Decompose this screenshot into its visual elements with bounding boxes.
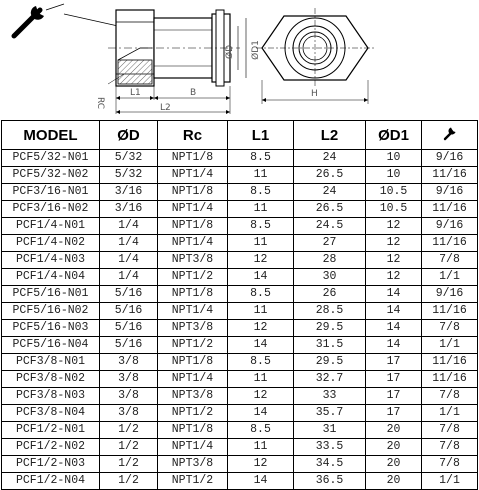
cell-d1: 20 [366, 439, 422, 456]
cell-d1: 10.5 [366, 184, 422, 201]
cell-l1: 12 [228, 388, 294, 405]
cell-wrench-size: 7/8 [422, 388, 478, 405]
cell-l2: 35.7 [294, 405, 366, 422]
cell-wrench-size: 7/8 [422, 320, 478, 337]
cell-rc: NPT3/8 [158, 456, 228, 473]
cell-model: PCF3/16-N02 [2, 201, 100, 218]
cell-wrench-size: 7/8 [422, 439, 478, 456]
cell-rc: NPT1/4 [158, 371, 228, 388]
cell-l2: 28 [294, 252, 366, 269]
cell-model: PCF1/2-N01 [2, 422, 100, 439]
cell-l1: 8.5 [228, 422, 294, 439]
cell-model: PCF3/8-N01 [2, 354, 100, 371]
table-row [2, 405, 478, 422]
table-row [2, 269, 478, 286]
cell-d: 5/16 [100, 286, 158, 303]
cell-d1: 17 [366, 388, 422, 405]
cell-d1: 12 [366, 235, 422, 252]
header-row [2, 121, 478, 150]
table-row [2, 354, 478, 371]
cell-l1: 8.5 [228, 354, 294, 371]
cell-rc: NPT1/4 [158, 303, 228, 320]
col-header-rc: Rc [158, 121, 228, 150]
cell-d1: 17 [366, 354, 422, 371]
wrench-icon [442, 125, 458, 141]
cell-wrench-size: 11/16 [422, 371, 478, 388]
cell-wrench-size: 1/1 [422, 473, 478, 490]
cell-rc: NPT1/2 [158, 405, 228, 422]
cell-l1: 8.5 [228, 218, 294, 235]
cell-model: PCF1/2-N04 [2, 473, 100, 490]
cell-l1: 8.5 [228, 150, 294, 167]
cell-d: 1/2 [100, 473, 158, 490]
cell-l1: 12 [228, 252, 294, 269]
cell-d1: 14 [366, 286, 422, 303]
cell-model: PCF5/32-N02 [2, 167, 100, 184]
cell-wrench-size: 11/16 [422, 167, 478, 184]
cell-wrench-size: 7/8 [422, 456, 478, 473]
cell-l2: 27 [294, 235, 366, 252]
cell-l2: 33.5 [294, 439, 366, 456]
cell-l2: 31.5 [294, 337, 366, 354]
cell-wrench-size: 1/1 [422, 337, 478, 354]
cell-l1: 11 [228, 371, 294, 388]
cell-l2: 31 [294, 422, 366, 439]
cell-rc: NPT1/4 [158, 167, 228, 184]
col-header-l2: L2 [294, 121, 366, 150]
cell-d: 5/16 [100, 320, 158, 337]
cell-l2: 36.5 [294, 473, 366, 490]
fitting-side-view [64, 10, 246, 86]
cell-d: 3/8 [100, 354, 158, 371]
cell-rc: NPT1/8 [158, 286, 228, 303]
cell-d1: 14 [366, 303, 422, 320]
cell-l1: 14 [228, 269, 294, 286]
cell-rc: NPT1/2 [158, 473, 228, 490]
col-header-l1: L1 [228, 121, 294, 150]
table-row [2, 235, 478, 252]
table-row [2, 337, 478, 354]
cell-wrench-size: 9/16 [422, 218, 478, 235]
cell-d: 3/8 [100, 405, 158, 422]
cell-rc: NPT1/4 [158, 235, 228, 252]
cell-l2: 29.5 [294, 320, 366, 337]
cell-model: PCF1/4-N03 [2, 252, 100, 269]
table-row [2, 252, 478, 269]
cell-model: PCF5/16-N01 [2, 286, 100, 303]
cell-d: 1/4 [100, 252, 158, 269]
cell-l2: 32.7 [294, 371, 366, 388]
table-row [2, 422, 478, 439]
table-row [2, 320, 478, 337]
cell-d1: 14 [366, 337, 422, 354]
table-row [2, 218, 478, 235]
col-header-d: ØD [100, 121, 158, 150]
wrench-icon [14, 4, 64, 36]
table-row [2, 303, 478, 320]
cell-l1: 8.5 [228, 184, 294, 201]
cell-model: PCF5/16-N04 [2, 337, 100, 354]
cell-l1: 8.5 [228, 286, 294, 303]
cell-model: PCF1/2-N02 [2, 439, 100, 456]
dim-label-b: B [190, 88, 197, 98]
cell-l1: 11 [228, 201, 294, 218]
cell-l2: 26.5 [294, 167, 366, 184]
cell-d1: 14 [366, 320, 422, 337]
cell-rc: NPT1/4 [158, 439, 228, 456]
table-row [2, 286, 478, 303]
cell-model: PCF1/4-N04 [2, 269, 100, 286]
cell-model: PCF1/4-N02 [2, 235, 100, 252]
cell-l2: 28.5 [294, 303, 366, 320]
cell-wrench-size: 11/16 [422, 354, 478, 371]
cell-d1: 10.5 [366, 201, 422, 218]
col-header-model: MODEL [2, 121, 100, 150]
cell-wrench-size: 1/1 [422, 269, 478, 286]
cell-d: 5/16 [100, 337, 158, 354]
cell-model: PCF3/16-N01 [2, 184, 100, 201]
cell-rc: NPT3/8 [158, 388, 228, 405]
cell-d1: 20 [366, 473, 422, 490]
spec-table [1, 120, 478, 490]
table-row [2, 371, 478, 388]
table-row [2, 456, 478, 473]
cell-model: PCF1/2-N03 [2, 456, 100, 473]
cell-wrench-size: 9/16 [422, 184, 478, 201]
cell-l1: 14 [228, 405, 294, 422]
cell-l2: 24 [294, 184, 366, 201]
cell-model: PCF3/8-N03 [2, 388, 100, 405]
cell-d1: 17 [366, 405, 422, 422]
cell-rc: NPT1/8 [158, 150, 228, 167]
dim-label-h: H [311, 89, 318, 99]
cell-rc: NPT1/8 [158, 422, 228, 439]
dim-label-od: ØD [225, 44, 235, 60]
cell-l2: 29.5 [294, 354, 366, 371]
cell-d: 1/4 [100, 269, 158, 286]
cell-d: 1/2 [100, 439, 158, 456]
cell-l2: 26.5 [294, 201, 366, 218]
cell-rc: NPT1/8 [158, 354, 228, 371]
cell-l2: 26 [294, 286, 366, 303]
cell-wrench-size: 7/8 [422, 252, 478, 269]
dim-label-rc: RC [95, 97, 105, 110]
cell-d: 5/16 [100, 303, 158, 320]
dim-label-l1: L1 [130, 88, 141, 98]
table-row [2, 150, 478, 167]
cell-d1: 10 [366, 150, 422, 167]
cell-d: 5/32 [100, 150, 158, 167]
table-row [2, 201, 478, 218]
table-row [2, 473, 478, 490]
cell-rc: NPT1/2 [158, 269, 228, 286]
table-row [2, 167, 478, 184]
cell-l1: 11 [228, 439, 294, 456]
cell-l1: 14 [228, 337, 294, 354]
cell-rc: NPT1/2 [158, 337, 228, 354]
table-row [2, 184, 478, 201]
technical-drawing [0, 0, 479, 118]
cell-d: 1/4 [100, 235, 158, 252]
col-header-d1: ØD1 [366, 121, 422, 150]
cell-d1: 12 [366, 252, 422, 269]
cell-d: 1/2 [100, 456, 158, 473]
cell-model: PCF5/32-N01 [2, 150, 100, 167]
cell-d1: 20 [366, 422, 422, 439]
cell-d: 1/2 [100, 422, 158, 439]
cell-d: 5/32 [100, 167, 158, 184]
cell-model: PCF5/16-N02 [2, 303, 100, 320]
cell-l2: 24 [294, 150, 366, 167]
table-body [2, 150, 478, 490]
table-row [2, 439, 478, 456]
cell-rc: NPT1/8 [158, 184, 228, 201]
col-header-wrench [422, 121, 478, 150]
cell-d: 3/16 [100, 184, 158, 201]
cell-wrench-size: 1/1 [422, 405, 478, 422]
cell-l1: 14 [228, 473, 294, 490]
cell-l1: 11 [228, 235, 294, 252]
cell-wrench-size: 9/16 [422, 150, 478, 167]
dim-label-l2: L2 [160, 103, 171, 113]
cell-wrench-size: 11/16 [422, 201, 478, 218]
cell-d1: 20 [366, 456, 422, 473]
cell-d: 1/4 [100, 218, 158, 235]
cell-d1: 12 [366, 269, 422, 286]
cell-l2: 24.5 [294, 218, 366, 235]
cell-d1: 17 [366, 371, 422, 388]
cell-wrench-size: 11/16 [422, 235, 478, 252]
cell-l1: 11 [228, 167, 294, 184]
cell-d1: 12 [366, 218, 422, 235]
cell-d: 3/16 [100, 201, 158, 218]
cell-l1: 12 [228, 456, 294, 473]
cell-d: 3/8 [100, 388, 158, 405]
cell-wrench-size: 9/16 [422, 286, 478, 303]
cell-rc: NPT3/8 [158, 252, 228, 269]
cell-rc: NPT3/8 [158, 320, 228, 337]
cell-l2: 34.5 [294, 456, 366, 473]
cell-l2: 33 [294, 388, 366, 405]
dim-label-od1: ØD1 [251, 40, 261, 60]
cell-model: PCF3/8-N04 [2, 405, 100, 422]
cell-wrench-size: 7/8 [422, 422, 478, 439]
cell-l1: 11 [228, 303, 294, 320]
cell-model: PCF1/4-N01 [2, 218, 100, 235]
cell-model: PCF3/8-N02 [2, 371, 100, 388]
table-row [2, 388, 478, 405]
cell-l1: 12 [228, 320, 294, 337]
cell-rc: NPT1/8 [158, 218, 228, 235]
cell-model: PCF5/16-N03 [2, 320, 100, 337]
cell-rc: NPT1/4 [158, 201, 228, 218]
cell-l2: 30 [294, 269, 366, 286]
cell-d1: 10 [366, 167, 422, 184]
cell-d: 3/8 [100, 371, 158, 388]
cell-wrench-size: 11/16 [422, 303, 478, 320]
